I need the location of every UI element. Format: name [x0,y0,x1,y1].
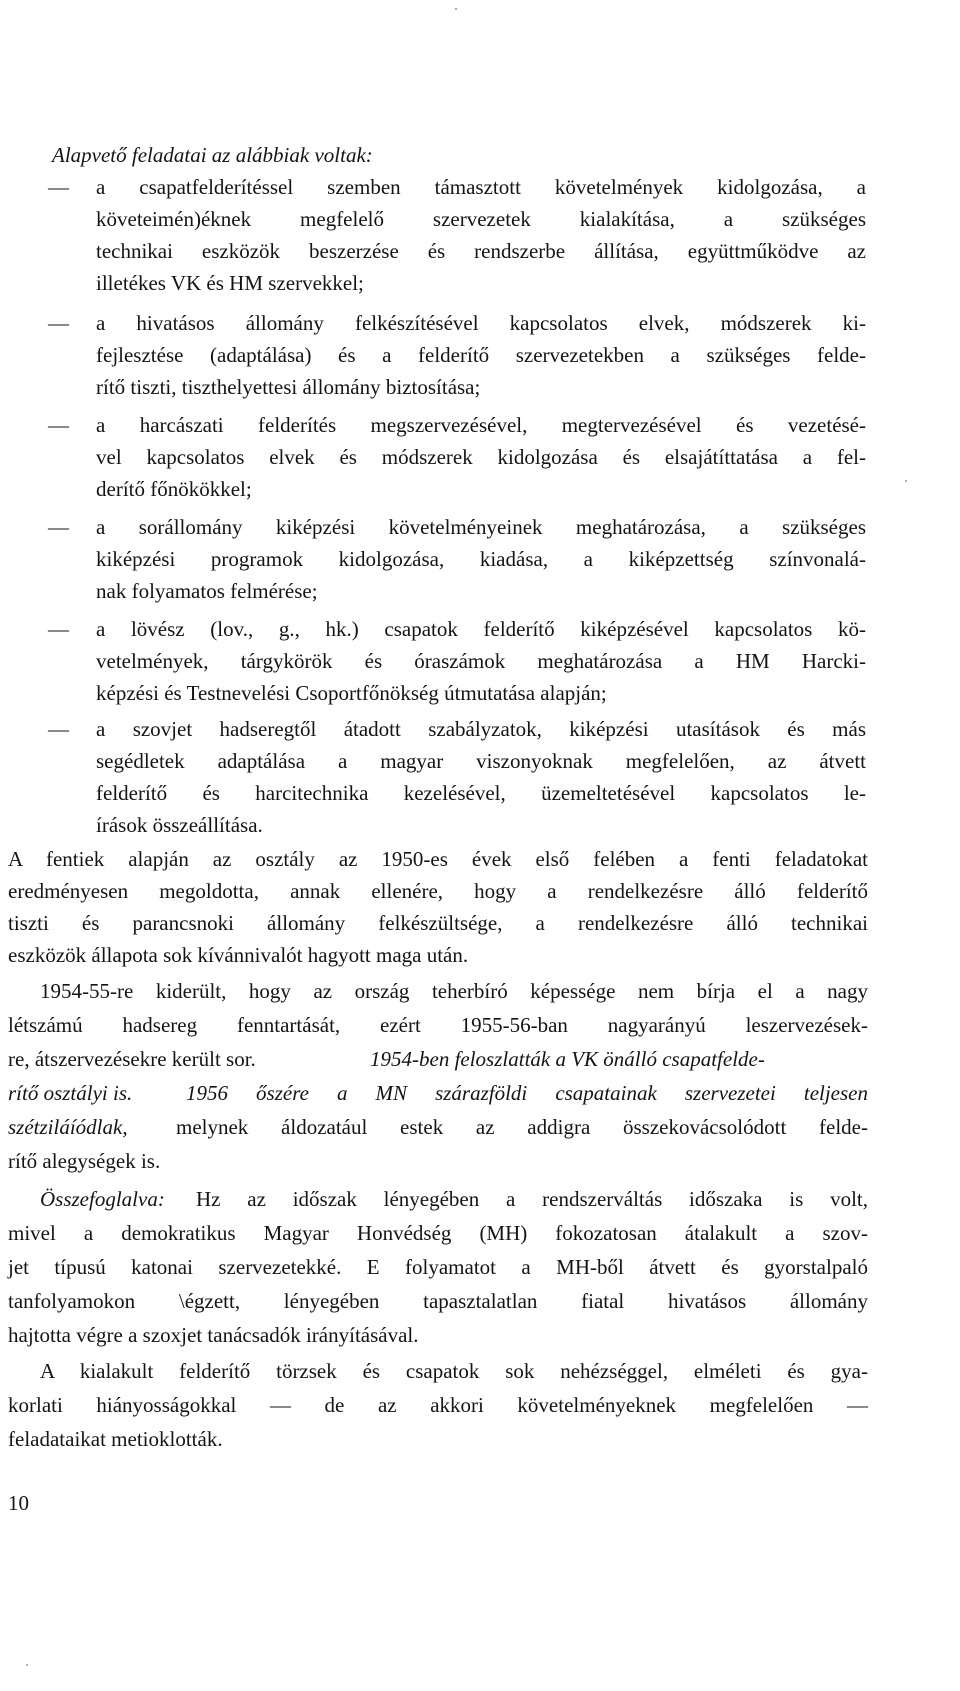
list-dash: — [48,413,69,437]
scan-speck [905,480,907,482]
list-item-line: írások összeállítása. [96,813,263,837]
scan-speck [26,1664,28,1666]
intro-label: Alapvető feladatai az alábbiak voltak: [52,143,373,167]
italic-text: 1956 őszére a MN szárazföldi csapatainak szervezetei teljesen [186,1081,868,1105]
paragraph-line: korlati hiányosságokkal — de az akkori követelményeknek megfelelően — [8,1393,868,1417]
paragraph-line: 1954-55-re kiderült, hogy az ország teherbíró képessége nem bírja el a nagy [40,979,868,1003]
list-item-line: illetékes VK és HM szervekkel; [96,271,364,295]
text-normal: re, átszervezésekre került sor. [8,1047,256,1071]
paragraph-line: melynek áldozatául estek az addigra összekovácsolódott felde- [176,1115,868,1139]
paragraph-line: tiszti és parancsnoki állomány felkészültsége, a rendelkezésre álló technikai [8,911,868,935]
list-item-line: képzési és Testnevelési Csoportfőnökség útmutatása alapján; [96,681,607,705]
list-item-line: kiképzési programok kidolgozása, kiadása, a kiképzettség színvonalá- [96,547,866,571]
italic-text: 1954-ben feloszlatták a VK önálló csapatfelde- [370,1047,765,1071]
paragraph-line: mivel a demokratikus Magyar Honvédség (MH) fokozatosan átalakult a szov- [8,1221,868,1245]
list-item-line: a lövész (lov., g., hk.) csapatok felderítő kiképzésével kapcsolatos kö- [96,617,866,641]
paragraph-line: jet típusú katonai szervezetekké. E folyamatot a MH-ből átvett és gyorstalpaló [8,1255,868,1279]
list-item-line: fejlesztése (adaptálása) és a felderítő szervezetekben a szükséges felde- [96,343,866,367]
paragraph-line: Hz az időszak lényegében a rendszerváltás időszaka is volt, [196,1187,868,1211]
list-dash: — [48,617,69,641]
paragraph-line-mixed [8,1044,256,1074]
scan-speck [455,8,457,10]
list-item-line: nak folyamatos felmérése; [96,579,318,603]
list-item-line: a hivatásos állomány felkészítésével kapcsolatos elvek, módszerek ki- [96,311,866,335]
list-dash: — [48,515,69,539]
paragraph-line: rítő alegységek is. [8,1149,161,1173]
page-number: 10 [8,1491,29,1515]
list-item-line: a csapatfelderítéssel szemben támasztott követelmények kidolgozása, a [96,175,866,199]
list-item-line: vel kapcsolatos elvek és módszerek kidolgozása és elsajátíttatása a fel- [96,445,866,469]
list-item-line: rítő tiszti, tiszthelyettesi állomány biztosítása; [96,375,481,399]
list-item-line: technikai eszközök beszerzése és rendszerbe állítása, együttműködve az [96,239,866,263]
list-item-line: a harcászati felderítés megszervezésével, megtervezésével és vezetésé- [96,413,866,437]
list-dash: — [48,175,69,199]
italic-text: szétziláíódlak, [8,1115,128,1139]
paragraph-line: eredményesen megoldotta, annak ellenére, hogy a rendelkezésre álló felderítő [8,879,868,903]
italic-text: rítő osztályi is. [8,1081,133,1105]
list-dash: — [48,717,69,741]
list-dash: — [48,311,69,335]
list-item-line: a szovjet hadseregtől átadott szabályzatok, kiképzési utasítások és más [96,717,866,741]
list-item-line: vetelmények, tárgykörök és óraszámok meghatározása a HM Harcki- [96,649,866,673]
paragraph-line: A kialakult felderítő törzsek és csapatok sok nehézséggel, elméleti és gya- [40,1359,868,1383]
list-item-line: követeimén)éknek megfelelő szervezetek kialakítása, a szükséges [96,207,866,231]
paragraph-line: A fentiek alapján az osztály az 1950-es évek első felében a fenti feladatokat [8,847,868,871]
list-item-line: segédletek adaptálása a magyar viszonyoknak megfelelően, az átvett [96,749,866,773]
list-item-line: derítő főnökökkel; [96,477,252,501]
list-item-line: felderítő és harcitechnika kezelésével, üzemeltetésével kapcsolatos le- [96,781,866,805]
paragraph-line: feladataikat metioklották. [8,1427,223,1451]
paragraph-line: létszámú hadsereg fenntartását, ezért 1955-56-ban nagyarányú leszervezések- [8,1013,868,1037]
list-item-line: a sorállomány kiképzési követelményeinek meghatározása, a szükséges [96,515,866,539]
paragraph-line: tanfolyamokon \égzett, lényegében tapasztalatlan fiatal hivatásos állomány [8,1289,868,1313]
paragraph-line: hajtotta végre a szoxjet tanácsadók irányításával. [8,1323,419,1347]
summary-label: Összefoglalva: [40,1187,165,1211]
paragraph-line: eszközök állapota sok kívánnivalót hagyott maga után. [8,943,469,967]
